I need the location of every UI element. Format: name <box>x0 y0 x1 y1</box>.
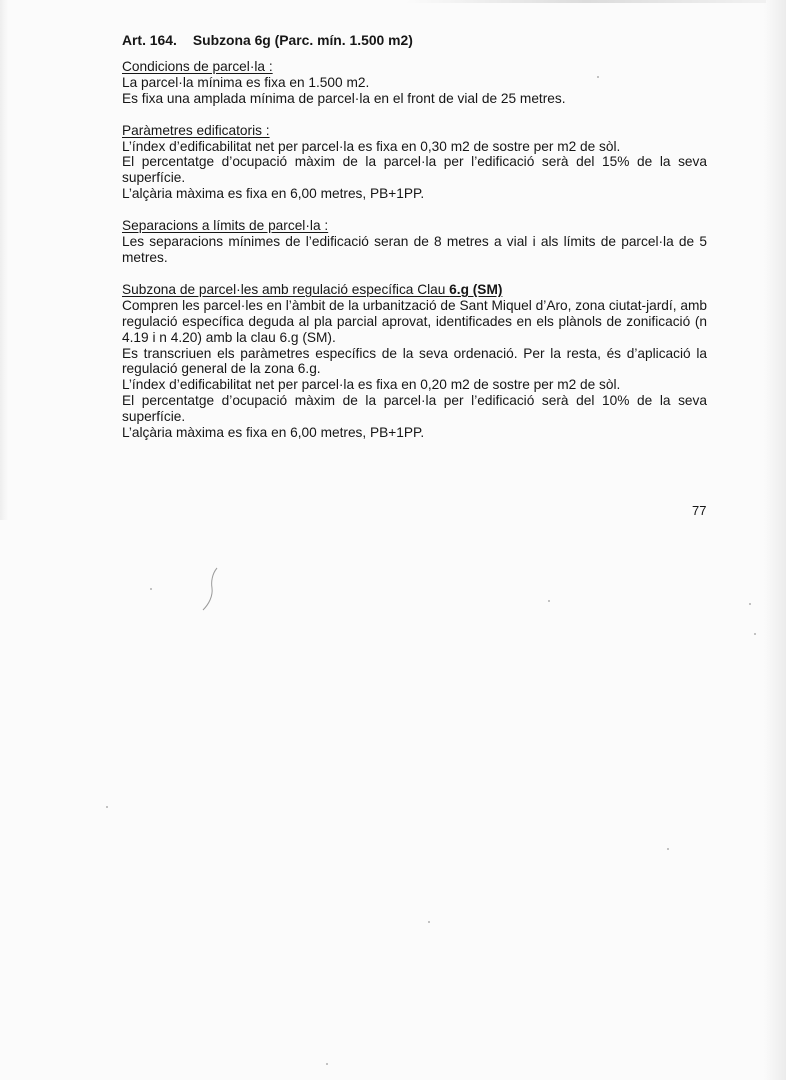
article-number: Art. 164. <box>122 32 177 48</box>
document-body <box>122 33 707 457</box>
section-heading: Separacions a límits de parcel·la : <box>122 218 329 234</box>
page-number: 77 <box>692 503 707 518</box>
scan-speck <box>150 588 152 590</box>
text-line: L’alçària màxima es fixa en 6,00 metres, PB+1PP. <box>122 186 425 202</box>
text-line: L’índex d’edificabilitat net per parcel·la es fixa en 0,20 m2 de sostre per m2 de sòl. <box>122 377 621 393</box>
heading-text: Subzona de parcel·les amb regulació específica Clau <box>122 281 450 297</box>
scan-speck <box>548 600 550 602</box>
scan-speck <box>326 1063 328 1065</box>
text-line: La parcel·la mínima es fixa en 1.500 m2. <box>122 74 370 90</box>
heading-key: 6.g (SM) <box>449 281 503 297</box>
section-heading <box>122 282 707 298</box>
scan-edge-shadow <box>764 0 786 1080</box>
pen-mark <box>200 566 222 612</box>
scan-speck <box>106 806 108 808</box>
text-paragraph: Compren les parcel·les en l’àmbit de la urbanització de Sant Miquel d’Aro, zona ciutat-jardí, amb regulació específica deguda al pla parcial aprovat, identificades en els plànols de zonificació (n 4.19 i n 4.20) amb la clau 6.g (SM). <box>122 297 707 345</box>
section-parametres <box>122 123 707 203</box>
text-line: L’alçària màxima es fixa en 6,00 metres, PB+1PP. <box>122 425 425 441</box>
text-line: L’índex d’edificabilitat net per parcel·la es fixa en 0,30 m2 de sostre per m2 de sòl. <box>122 138 621 154</box>
text-paragraph: Es transcriuen els paràmetres específics de la seva ordenació. Per la resta, és d’aplicació la regulació general de la zona 6.g. <box>122 345 707 377</box>
scan-speck <box>754 633 756 635</box>
scan-left-edge-shadow <box>0 0 8 520</box>
scan-top-edge <box>406 0 766 3</box>
scan-speck <box>667 848 669 850</box>
article-heading: Subzona 6g (Parc. mín. 1.500 m2) <box>192 32 413 48</box>
section-subzona <box>122 282 707 441</box>
text-line: Es fixa una amplada mínima de parcel·la en el front de vial de 25 metres. <box>122 90 566 106</box>
section-condicions <box>122 59 707 107</box>
text-paragraph: Les separacions mínimes de l’edificació seran de 8 metres a vial i als límits de parcel·la de 5 metres. <box>122 234 707 265</box>
article-title <box>122 33 707 49</box>
section-heading: Condicions de parcel·la : <box>122 58 273 74</box>
text-paragraph: El percentatge d’ocupació màxim de la parcel·la per l’edificació serà del 10% de la seva superfície. <box>122 393 707 425</box>
text-paragraph: El percentatge d’ocupació màxim de la parcel·la per l’edificació serà del 15% de la seva superfície. <box>122 154 707 186</box>
section-separacions <box>122 218 707 266</box>
scan-speck <box>597 76 599 78</box>
scan-speck <box>428 921 430 923</box>
section-heading: Paràmetres edificatoris : <box>122 122 270 138</box>
scan-speck <box>749 603 751 605</box>
